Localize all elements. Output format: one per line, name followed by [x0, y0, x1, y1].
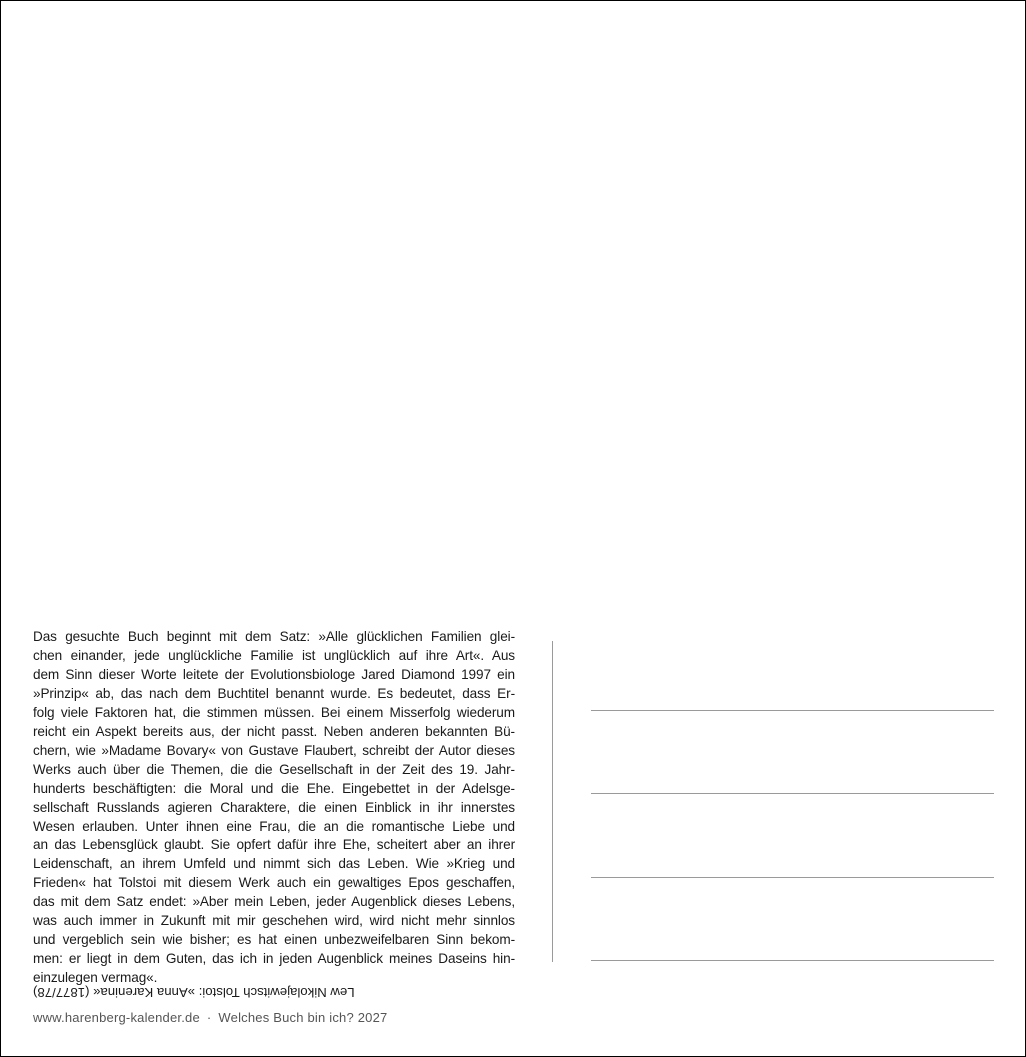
footer: [33, 1010, 387, 1025]
answer-line: [591, 710, 994, 711]
footer-calendar-title: Welches Buch bin ich? 2027: [218, 1010, 388, 1025]
description-line: men: er liegt in dem Guten, das ich in jeden Augenblick meines Daseins hin-: [33, 951, 515, 967]
blank-illustration-area: [1, 1, 1025, 621]
description-line: Werks auch über die Themen, die die Gesellschaft in der Zeit des 19. Jahr-: [33, 761, 515, 777]
description-line: Das gesuchte Buch beginnt mit dem Satz: »Alle glücklichen Familien glei-: [33, 629, 515, 644]
column-divider: [552, 641, 553, 962]
description-line: das mit dem Satz endet: »Aber mein Leben, jeder Augenblick dieses Lebens,: [33, 894, 515, 910]
description-line: Frieden« hat Tolstoi mit diesem Werk auch ein gewaltiges Epos geschaffen,: [33, 875, 515, 891]
answer-line: [591, 793, 994, 794]
book-description: [33, 628, 515, 988]
description-line: an das Lebensglück glaubt. Sie opfert dafür ihre Ehe, scheitert aber an ihrer: [33, 837, 515, 853]
description-line: Wesen erlauben. Unter ihnen eine Frau, die an die romantische Liebe und: [33, 818, 515, 834]
description-line: reicht ein Aspekt bereits aus, der nicht passt. Neben anderen bekannten Bü-: [33, 723, 515, 739]
description-line: chern, wie »Madame Bovary« von Gustave Flaubert, schreibt der Autor dieses: [33, 742, 515, 758]
description-line: »Prinzip« ab, das nach dem Buchtitel benannt wurde. Es bedeutet, dass Er-: [33, 685, 515, 701]
upside-down-solution: Lew Nikolajewitsch Tolstoi: »Anna Karenina« (1877/78): [33, 985, 355, 1000]
answer-line: [591, 877, 994, 878]
description-line: hunderts beschäftigten: die Moral und die Ehe. Eingebettet in der Adelsge-: [33, 780, 515, 796]
footer-website: www.harenberg-kalender.de: [33, 1010, 200, 1025]
description-line: was auch immer in Zukunft mit mir geschehen wird, wird nicht mehr sinnlos: [33, 913, 515, 929]
description-line: folg viele Faktoren hat, die stimmen müssen. Bei einem Misserfolg wiederum: [33, 704, 515, 720]
description-line: Leidenschaft, an ihrem Umfeld und nimmt sich das Leben. Wie »Krieg und: [33, 856, 515, 872]
answer-line: [591, 960, 994, 961]
description-line: chen einander, jede unglückliche Familie ist unglücklich auf ihre Art«. Aus: [33, 647, 515, 663]
description-line: und vergeblich sein wie bisher; es hat einen unbezweifelbaren Sinn bekom-: [33, 932, 515, 948]
description-line: sellschaft Russlands agieren Charaktere, die einen Einblick in ihr innerstes: [33, 799, 515, 815]
description-line: dem Sinn dieser Worte leitete der Evolutionsbiologe Jared Diamond 1997 ein: [33, 666, 515, 682]
answer-writing-lines: [591, 710, 994, 962]
description-line: einzulegen vermag«.: [33, 970, 158, 986]
footer-separator: ·: [206, 1010, 212, 1025]
